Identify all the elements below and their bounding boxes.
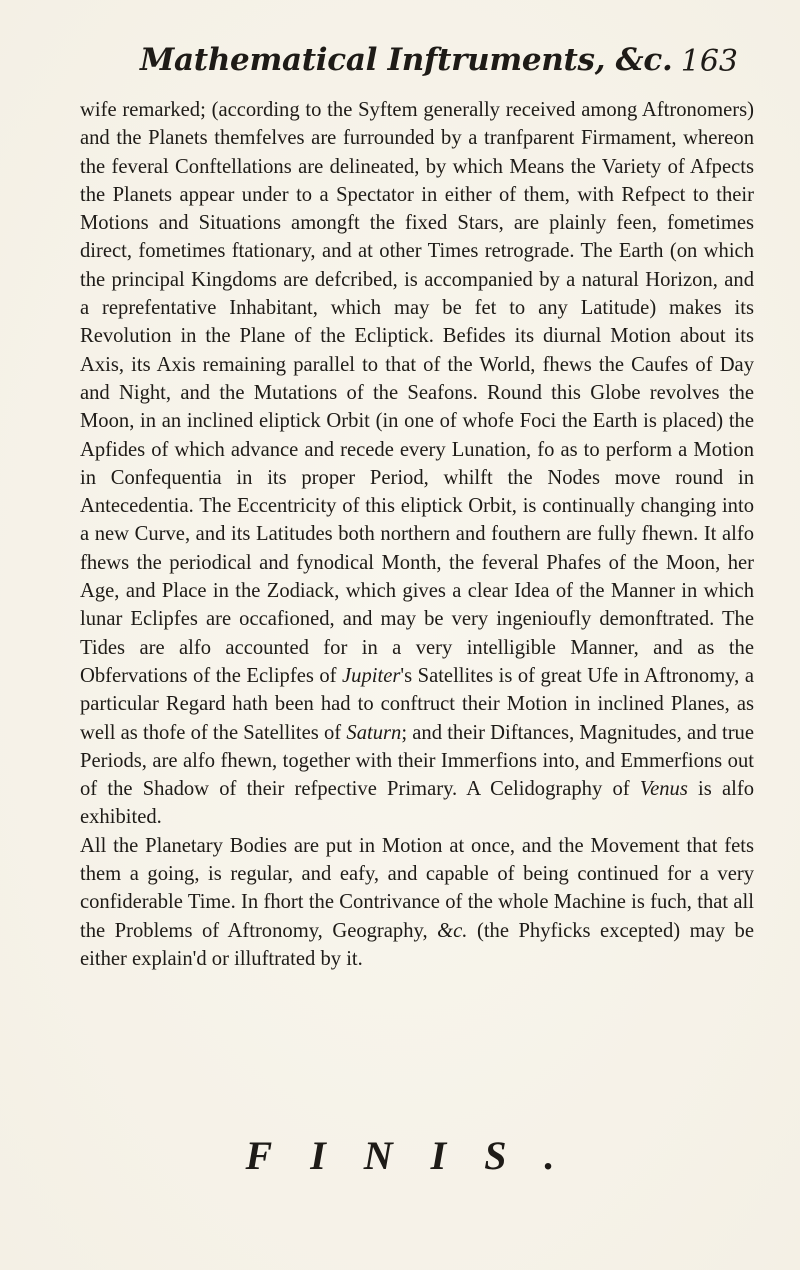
- running-title: Mathematical Inftruments, &c.: [140, 42, 673, 78]
- paragraph: All the Planetary Bodies are put in Motion at once, and the Movement that fets them a going, is regular, and eafy, and capable of being continued for a very confiderable Time. In fhort the Contrivance of the whole Machine is fuch, that all the Problems of Aftronomy, Geography, &c. (the Phyficks excepted) may be either explain'd or illuftrated by it.: [80, 834, 754, 970]
- finis-colophon: FINIS.: [245, 1133, 593, 1178]
- paragraph: wife remarked; (according to the Syftem generally received among Aftronomers) and the Planets themfelves are furrounded by a tranfparent Firmament, whereon the feveral Conftellations are delineated, by which Means the Variety of Afpects the Planets appear under to a Spectator in either of them, with Refpect to their Motions and Situations amongft the fixed Stars, are plainly feen, fometimes direct, fometimes ftationary, and at other Times retrograde. The Earth (on which the principal Kingdoms are defcribed, is accompanied by a natural Horizon, and a reprefentative Inhabitant, which may be fet to any Latitude) makes its Revolution in the Plane of the Ecliptick. Befides its diurnal Motion about its Axis, its Axis remaining parallel to that of the World, fhews the Caufes of Day and Night, and the Mutations of the Seafons. Round this Globe revolves the Moon, in an inclined eliptick Orbit (in one of whofe Foci the Earth is placed) the Apfides of which advance and recede every Lunation, fo as to perform a Motion in Confequentia in its proper Period, whilft the Nodes move round in Antecedentia. The Eccentricity of this eliptick Orbit, is continually changing into a new Curve, and its Latitudes both northern and fouthern are fully fhewn. It alfo fhews the periodical and fynodical Month, the feveral Phafes of the Moon, her Age, and Place in the Zodiack, which gives a clear Idea of the Manner in which lunar Eclipfes are occafioned, and may be very ingenioufly demonftrated. The Tides are alfo accounted for in a very intelligible Manner, and as the Obfervations of the Eclipfes of Jupiter's Satellites is of great Ufe in Aftronomy, a particular Regard hath been had to conftruct their Motion in inclined Planes, as well as thofe of the Satellites of Saturn; and their Diftances, Magnitudes, and true Periods, are alfo fhewn, together with their Immerfions into, and Emmerfions out of the Shadow of their refpective Primary. A Celidography of Venus is alfo exhibited.: [80, 99, 754, 829]
- body-text: [80, 96, 754, 973]
- running-head: [140, 40, 740, 90]
- page-number: 163: [680, 44, 738, 79]
